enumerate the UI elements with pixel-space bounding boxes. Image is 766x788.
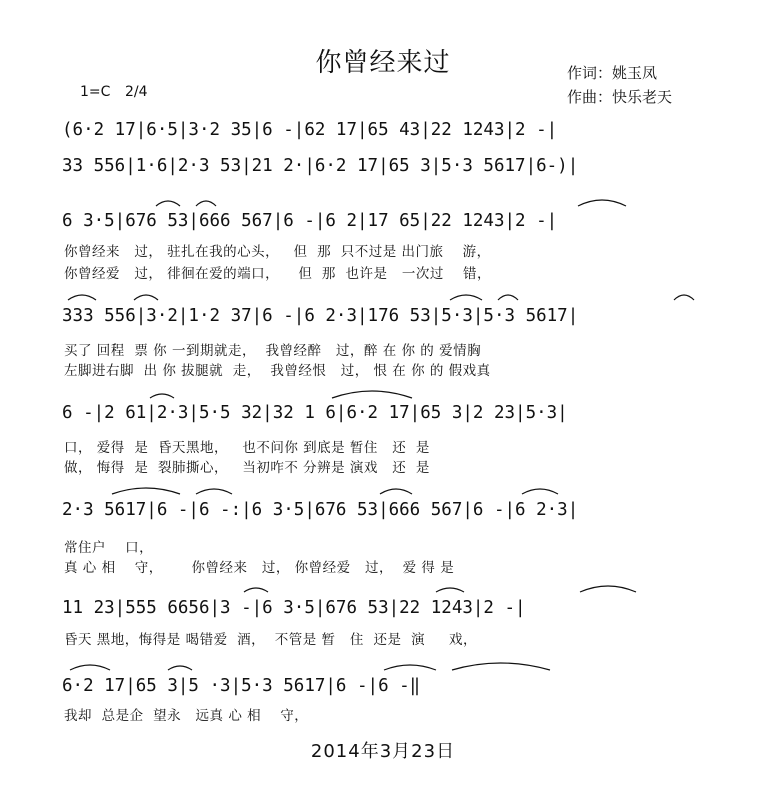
time-signature: 2/4 xyxy=(125,84,148,100)
slur-arc xyxy=(150,394,174,398)
slur-arc xyxy=(134,295,158,300)
slur-arc xyxy=(580,586,636,592)
slur-arc xyxy=(112,488,180,494)
slur-arc xyxy=(156,201,180,206)
notation-line-4: 333 556|3·2|1·2 37|6 -|6 2·3|176 53|5·3|5·3 5617| xyxy=(62,306,579,326)
slur-arc xyxy=(68,295,96,300)
song-title: 你曾经来过 xyxy=(315,48,451,78)
lyric-line-6a: 常住户 口， xyxy=(64,540,154,556)
notation-line-8: 6·2 17|65 3|5 ·3|5·3 5617|6 -|6 -‖ xyxy=(62,676,421,696)
slur-arc xyxy=(196,489,232,494)
slur-arc xyxy=(380,489,412,494)
lyric-line-8a: 我却 总是企 望永 远真 心 相 守， xyxy=(64,708,309,724)
slur-arc xyxy=(196,201,216,206)
lyric-line-5a: 口， 爱得 是 昏天黑地， 也不问你 到底是 暂住 还 是 xyxy=(64,440,430,456)
lyric-line-3a: 你曾经来 过， 驻扎在我的心头， 但 那 只不过是 出门旅 游， xyxy=(64,244,491,260)
slur-arc xyxy=(436,588,464,592)
notation-line-5: 6 -|2 61|2·3|5·5 32|32 1 6|6·2 17|65 3|2 23|5·3| xyxy=(62,403,568,423)
lyric-line-5b: 做， 悔得 是 裂肺撕心， 当初咋不 分辨是 演戏 还 是 xyxy=(64,460,430,476)
key-signature: 1=C xyxy=(80,84,111,100)
slur-arc xyxy=(332,391,412,398)
notation-line-3: 6 3·5|676 53|666 567|6 -|6 2|17 65|22 1243|2 -| xyxy=(62,211,558,231)
slur-arc xyxy=(168,666,192,670)
slur-arc xyxy=(384,665,436,670)
slur-arc xyxy=(498,295,518,300)
lyricist-credit: 作词：姚玉凤 xyxy=(567,64,658,82)
slur-arc xyxy=(70,665,110,670)
slur-arc xyxy=(450,295,482,300)
slur-arc xyxy=(578,200,626,206)
slur-arc xyxy=(452,663,550,670)
lyric-line-4a: 买了 回程 票 你 一到期就走， 我曾经醉 过，醉 在 你 的 爱情胸 xyxy=(64,343,482,359)
lyric-line-6b: 真 心 相 守， 你曾经来 过， 你曾经爱 过， 爱 得 是 xyxy=(64,560,455,576)
lyric-line-3b: 你曾经爱 过， 徘徊在爱的端口， 但 那 也许是 一次过 错， xyxy=(64,266,492,282)
notation-line-7: 11 23|555 6656|3 -|6 3·5|676 53|22 1243|2 -| xyxy=(62,598,526,618)
lyric-line-4b: 左脚进右脚 出 你 拔腿就 走， 我曾经恨 过， 恨 在 你 的 假戏真 xyxy=(64,363,491,379)
notation-line-1: (6·2 17|6·5|3·2 35|6 -|62 17|65 43|22 1243|2 -| xyxy=(62,120,558,140)
slur-arc xyxy=(674,295,694,300)
notation-line-2: 33 556|1·6|2·3 53|21 2·|6·2 17|65 3|5·3 5617|6-)| xyxy=(62,156,579,176)
slur-arc xyxy=(522,489,558,494)
slur-arc xyxy=(244,588,268,592)
notation-line-6: 2·3 5617|6 -|6 -:|6 3·5|676 53|666 567|6 -|6 2·3| xyxy=(62,500,579,520)
score-date: 2014年3月23日 xyxy=(310,741,456,762)
composer-credit: 作曲：快乐老天 xyxy=(567,88,673,106)
lyric-line-7a: 昏天 黑地，悔得是 喝错爱 酒， 不管是 暂 住 还是 演 戏， xyxy=(64,632,478,648)
